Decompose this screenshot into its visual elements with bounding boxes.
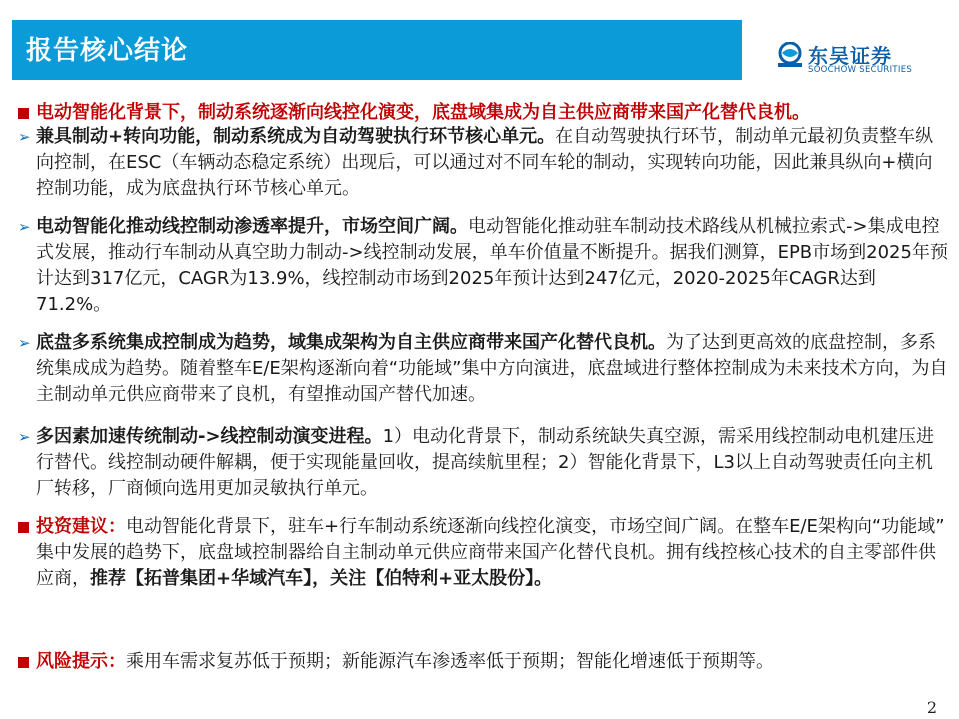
summary-headline: [18, 100, 810, 126]
page-title: 报告核心结论: [26, 36, 189, 66]
point-braking-steering: [18, 124, 950, 202]
point-text: 1）电动化背景下，制动系统缺失真空源，需采用线控制动电机建压进行替代。线控制动硬件解耦，便于实现能量回收，提高续航里程；2）智能化背景下，L3以上自动驾驶责任向主机厂转移，厂商倾向选用更加灵敏执行单元。: [36, 426, 935, 499]
investment-advice: [18, 514, 950, 592]
advice-label: 投资建议：: [36, 516, 126, 537]
point-text: 在自动驾驶执行环节，制动单元最初负责整车纵向控制，在ESC（车辆动态稳定系统）出现后，可以通过对不同车轮的制动，实现转向功能，因此兼具纵向+横向控制功能，成为底盘执行环节核心单元。: [36, 126, 934, 199]
point-text: 电动智能化推动驻车制动技术路线从机械拉索式->集成电控式发展，推动行车制动从真空助力制动->线控制动发展，单车价值量不断提升。据我们测算，EPB市场到2025年预计达到317亿元，CAGR为13.9%，线控制动市场到2025年预计达到247亿元，2020-2025年CAGR达到71.2%。: [36, 216, 948, 315]
risk-warning: [18, 649, 774, 675]
point-text: 为了达到更高效的底盘控制，多系统集成成为趋势。随着整车E/E架构逐渐向着“功能域”集中方向演进，底盘域进行整体控制成为未来技术方向，为自主制动单元供应商带来了良机，有望推动国产替代加速。: [36, 332, 948, 405]
logo-english-name: SOOCHOW SECURITIES: [808, 65, 913, 75]
arrow-bullet-icon: ➢: [18, 218, 31, 236]
point-lead: 多因素加速传统制动->线控制动演变进程。: [36, 426, 383, 447]
soochow-logo-icon: [776, 42, 804, 68]
page-number: 2: [926, 698, 937, 717]
point-chassis-integration: [18, 330, 950, 408]
arrow-bullet-icon: ➢: [18, 128, 31, 146]
point-lead: 底盘多系统集成控制成为趋势，域集成架构为自主供应商带来国产化替代良机。: [36, 332, 666, 353]
red-square-bullet-icon: [18, 514, 36, 541]
point-lead: 兼具制动+转向功能，制动系统成为自动驾驶执行环节核心单元。: [36, 126, 556, 147]
point-market-space: [18, 214, 950, 318]
red-square-bullet-icon: [18, 649, 36, 676]
red-square-bullet-icon: [18, 100, 36, 127]
logo-chinese-name: 东吴证券: [808, 44, 892, 68]
point-lead: 电动智能化推动线控制动渗透率提升，市场空间广阔。: [36, 216, 468, 237]
arrow-bullet-icon: ➢: [18, 428, 31, 446]
risk-label: 风险提示：: [36, 651, 126, 672]
arrow-bullet-icon: ➢: [18, 334, 31, 352]
title-bar: [12, 20, 742, 80]
risk-text: 乘用车需求复苏低于预期；新能源汽车渗透率低于预期；智能化增速低于预期等。: [126, 651, 774, 672]
point-drivers: [18, 424, 950, 502]
headline-text: 电动智能化背景下，制动系统逐渐向线控化演变，底盘域集成为自主供应商带来国产化替代良机。: [36, 102, 810, 123]
company-logo: [772, 36, 942, 80]
advice-recommendation: 推荐【拓普集团+华域汽车】，关注【伯特利+亚太股份】。: [90, 568, 553, 589]
advice-text: 电动智能化背景下，驻车+行车制动系统逐渐向线控化演变，市场空间广阔。在整车E/E架构向“功能域” 集中发展的趋势下，底盘域控制器给自主制动单元供应商带来国产化替代良机。拥有线控核心技术的自主零部件供应商，: [36, 516, 945, 589]
